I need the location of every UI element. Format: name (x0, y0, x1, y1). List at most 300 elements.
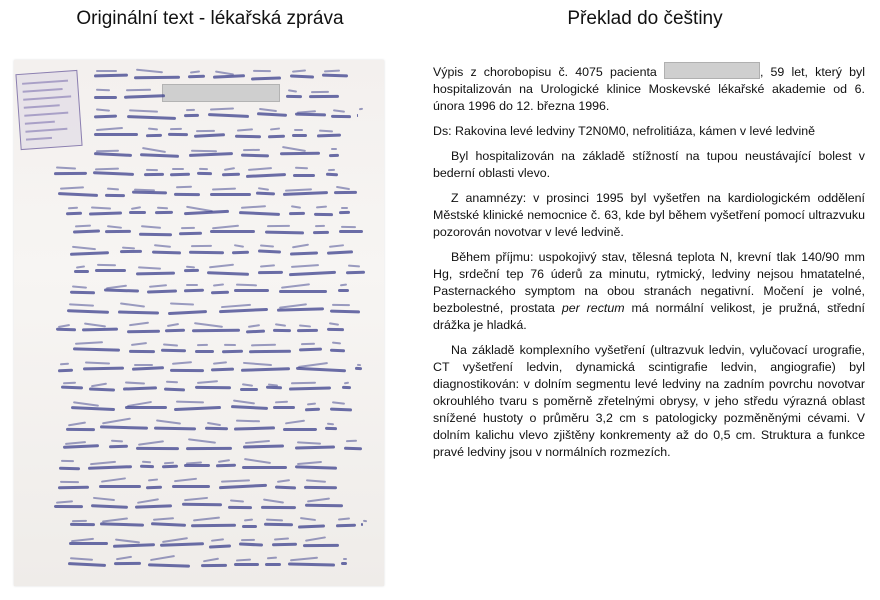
handwriting-stroke (84, 322, 106, 327)
handwriting-stroke (205, 427, 228, 431)
handwriting-stroke (242, 466, 287, 469)
handwriting-stroke (305, 536, 326, 542)
handwriting-stroke (357, 113, 358, 116)
handwriting-stroke (333, 109, 345, 112)
handwriting-stroke (58, 192, 98, 197)
handwriting-stroke (188, 75, 205, 78)
handwriting-stroke (129, 322, 149, 327)
handwriting-stroke (141, 225, 161, 229)
handwriting-stroke (72, 520, 87, 522)
handwriting-stroke (297, 461, 322, 465)
handwriting-stroke (76, 265, 85, 268)
handwriting-stroke (237, 129, 253, 132)
handwriting-stroke (96, 127, 123, 131)
handwriting-stroke (73, 230, 100, 234)
handwriting-stroke (243, 148, 260, 150)
handwriting-stroke (319, 130, 333, 133)
handwriting-stroke (186, 447, 232, 450)
handwriting-stroke (283, 428, 317, 431)
handwriting-stroke (100, 477, 125, 482)
handwriting-stroke (296, 441, 320, 444)
handwriting-stroke (60, 186, 84, 189)
translation-paragraph-3: Byl hospitalizován na základě stížností na tupou neustávající bolest v bederní oblasti vlevo. (433, 149, 865, 180)
handwriting-stroke (275, 323, 286, 327)
handwriting-stroke (346, 271, 365, 275)
handwriting-stroke (56, 167, 76, 170)
handwriting-stroke (292, 134, 307, 137)
handwriting-stroke (357, 363, 361, 365)
handwriting-stroke (295, 465, 337, 469)
handwriting-stroke (331, 148, 337, 150)
handwriting-stroke (283, 191, 328, 196)
handwriting-stroke (61, 386, 83, 390)
handwriting-stroke (120, 303, 145, 308)
handwriting-stroke (216, 464, 236, 468)
handwriting-stroke (194, 133, 225, 138)
handwriting-stroke (258, 250, 281, 254)
handwriting-stroke (265, 563, 281, 566)
handwriting-stroke (239, 211, 280, 216)
handwriting-stroke (70, 291, 95, 295)
handwriting-stroke (267, 557, 277, 560)
handwriting-stroke (184, 289, 204, 293)
handwriting-stroke (68, 562, 106, 567)
handwriting-stroke (324, 70, 340, 73)
handwriting-stroke (341, 226, 356, 228)
handwriting-stroke (243, 444, 284, 448)
handwriting-stroke (322, 74, 348, 78)
handwriting-stroke (182, 503, 223, 507)
handwriting-stroke (70, 523, 95, 526)
handwriting-stroke (341, 562, 347, 565)
handwriting-stroke (236, 283, 257, 286)
handwriting-stroke (234, 244, 245, 248)
handwriting-stroke (97, 264, 116, 266)
handwriting-stroke (172, 361, 192, 365)
handwriting-stroke (207, 422, 221, 426)
handwriting-stroke (70, 251, 109, 256)
handwriting-stroke (230, 499, 244, 502)
handwriting-stroke (304, 408, 319, 412)
handwriting-stroke (348, 265, 360, 268)
handwriting-stroke (174, 478, 197, 483)
handwriting-stroke (330, 349, 345, 353)
handwriting-stroke (144, 172, 164, 175)
handwriting-stroke (99, 485, 141, 488)
handwriting-stroke (96, 149, 119, 152)
handwriting-stroke (289, 271, 336, 276)
handwriting-stroke (184, 497, 208, 501)
handwriting-stroke (67, 309, 109, 314)
handwriting-stroke (346, 440, 357, 442)
handwriting-stroke (59, 363, 68, 366)
handwriting-stroke (148, 128, 158, 131)
handwriting-stroke (88, 465, 132, 470)
handwriting-stroke (107, 225, 123, 229)
handwriting-stroke (139, 232, 172, 236)
handwriting-stroke (241, 154, 269, 158)
handwriting-stroke (124, 95, 165, 100)
handwriting-stroke (66, 212, 82, 216)
handwriting-stroke (234, 289, 269, 292)
handwriting-stroke (172, 485, 210, 488)
handwriting-stroke (232, 251, 249, 254)
handwriting-stroke (212, 187, 236, 190)
translation-paragraph-5: Během příjmu: uspokojivý stav, tělesná teplota N, krevní tlak 140/90 mm Hg, srdeční tep 76 úderů za minutu, rytmický, ledviny nejsou hmatatelné, Pasternackého symptom na obou stranách negativní. Močení je volné, bezbolestné, prostata per rectum má normální velikost, je pružná, střední drážka je hladká. (433, 250, 866, 332)
handwriting-stroke (100, 523, 144, 527)
handwriting-stroke (241, 539, 255, 541)
handwriting-stroke (281, 284, 310, 290)
handwriting-stroke (170, 368, 204, 371)
handwriting-stroke (208, 113, 249, 118)
handwriting-stroke (138, 266, 161, 269)
handwriting-stroke (234, 563, 259, 566)
handwriting-stroke (179, 232, 202, 236)
handwriting-stroke (127, 330, 160, 334)
handwriting-stroke (82, 327, 118, 331)
handwriting-stroke (134, 364, 153, 366)
handwriting-stroke (75, 341, 104, 345)
handwriting-stroke (163, 344, 178, 347)
handwriting-stroke (257, 113, 287, 118)
handwriting-stroke (146, 133, 162, 136)
translation-paragraph-4: Z anamnézy: v prosinci 1995 byl vyšetřen na kardiologickém oddělení Městské klinické nemocnice č. 63, kde byl během vyšetření pomocí ultrazvuku pozorován novotvar v levé ledvině. (433, 191, 865, 239)
handwriting-stroke (293, 174, 315, 177)
handwriting-stroke (71, 406, 115, 411)
handwriting-stroke (326, 172, 338, 176)
handwriting-stroke (172, 168, 184, 170)
handwriting-stroke (361, 523, 363, 526)
handwriting-stroke (201, 564, 227, 567)
handwriting-stroke (150, 555, 175, 561)
handwriting-stroke (313, 231, 329, 234)
handwriting-stroke (285, 420, 305, 425)
handwriting-stroke (68, 207, 78, 210)
handwriting-stroke (188, 152, 232, 157)
handwriting-stroke (273, 329, 291, 332)
handwriting-stroke (195, 386, 231, 389)
handwriting-stroke (294, 129, 303, 131)
handwriting-stroke (288, 90, 298, 93)
handwriting-stroke (83, 366, 124, 370)
handwriting-stroke (228, 506, 252, 509)
handwriting-stroke (100, 425, 148, 429)
handwriting-stroke (107, 188, 119, 191)
handwriting-stroke (265, 386, 282, 390)
handwriting-stroke (244, 518, 253, 521)
handwriting-stroke (164, 387, 185, 391)
handwriting-stroke (291, 206, 301, 209)
handwriting-stroke (316, 205, 328, 208)
handwriting-stroke (224, 167, 235, 171)
handwriting-stroke (330, 407, 352, 411)
handwriting-stroke (258, 271, 283, 274)
handwriting-stroke (343, 558, 347, 560)
handwriting-stroke (94, 133, 138, 136)
handwriting-stroke (209, 263, 234, 268)
handwriting-stroke (186, 284, 198, 286)
handwriting-stroke (300, 517, 316, 521)
handwriting-stroke (344, 447, 362, 451)
handwriting-stroke (170, 128, 182, 130)
handwriting-stroke (93, 497, 115, 501)
handwriting-stroke (236, 420, 260, 423)
translation-text (433, 62, 865, 469)
handwriting-stroke (125, 382, 145, 385)
handwriting-stroke (332, 342, 341, 345)
handwriting-stroke (248, 167, 272, 171)
handwriting-stroke (120, 250, 142, 253)
handwriting-stroke (260, 245, 274, 248)
handwriting-stroke (190, 70, 200, 73)
handwriting-stroke (241, 367, 290, 372)
handwriting-stroke (69, 542, 108, 545)
handwriting-stroke (311, 91, 329, 93)
handwriting-stroke (61, 460, 74, 462)
handwriting-stroke (299, 324, 312, 327)
handwriting-stroke (245, 440, 270, 444)
handwriting-stroke (274, 538, 289, 541)
handwriting-stroke (131, 206, 142, 210)
handwriting-stroke (188, 438, 216, 443)
handwriting-stroke (327, 328, 344, 331)
handwriting-stroke (263, 523, 292, 526)
handwriting-stroke (168, 310, 207, 315)
handwriting-stroke (219, 308, 268, 313)
handwriting-stroke (249, 350, 291, 353)
handwriting-stroke (194, 323, 223, 329)
handwriting-stroke (54, 505, 83, 508)
handwriting-stroke (221, 304, 251, 308)
handwriting-stroke (63, 381, 76, 384)
handwriting-stroke (161, 349, 186, 353)
handwriting-stroke (138, 441, 164, 447)
handwriting-stroke (246, 330, 265, 334)
handwriting-stroke (136, 271, 175, 275)
handwriting-stroke (297, 329, 318, 332)
handwriting-stroke (118, 310, 159, 314)
handwriting-stroke (290, 251, 318, 255)
handwriting-stroke (155, 211, 173, 214)
handwriting-stroke (59, 467, 80, 471)
handwriting-stroke (324, 427, 336, 430)
handwriting-stroke (137, 498, 159, 504)
handwriting-stroke (56, 328, 76, 332)
handwriting-stroke (286, 95, 302, 98)
handwriting-stroke (96, 108, 110, 111)
handwriting-stroke (330, 310, 360, 314)
handwriting-stroke (329, 244, 345, 248)
handwriting-stroke (192, 328, 240, 331)
handwriting-stroke (96, 70, 117, 72)
handwriting-stroke (91, 383, 107, 388)
handwriting-stroke (251, 344, 276, 347)
handwriting-stroke (305, 503, 343, 507)
handwriting-stroke (149, 284, 167, 288)
handwriting-stroke (211, 290, 229, 294)
handwriting-stroke (327, 251, 353, 255)
handwriting-stroke (260, 265, 275, 268)
handwriting-stroke (301, 343, 315, 345)
redacted-patient-name (664, 62, 760, 79)
handwriting-stroke (129, 210, 146, 213)
handwriting-stroke (146, 169, 158, 171)
handwriting-stroke (212, 225, 239, 230)
handwriting-stroke (262, 498, 283, 503)
handwriting-stroke (132, 191, 167, 195)
handwriting-stroke (134, 76, 180, 79)
handwriting-stroke (115, 538, 140, 543)
handwriting-stroke (273, 406, 295, 409)
handwriting-stroke (166, 381, 179, 384)
handwriting-stroke (94, 96, 117, 99)
handwriting-stroke (190, 150, 216, 153)
handwriting-stroke (114, 562, 141, 565)
handwriting-stroke (213, 361, 227, 364)
handwriting-stroke (331, 115, 351, 118)
handwriting-stroke (113, 543, 155, 548)
handwriting-stroke (174, 193, 200, 196)
handwriting-stroke (125, 406, 167, 409)
handwriting-stroke (210, 193, 251, 196)
handwriting-stroke (153, 517, 174, 521)
handwriting-stroke (209, 544, 231, 548)
handwriting-stroke (275, 400, 288, 403)
handwriting-stroke (96, 89, 110, 91)
handwriting-stroke (344, 382, 349, 385)
handwriting-stroke (148, 478, 158, 481)
handwriting-stroke (265, 519, 283, 522)
handwriting-stroke (224, 344, 236, 346)
redacted-patient-name-original (162, 84, 280, 102)
handwriting-stroke (197, 381, 218, 385)
handwriting-stroke (136, 447, 179, 450)
handwriting-stroke (127, 115, 176, 120)
handwriting-stroke (58, 486, 89, 490)
handwriting-stroke (58, 323, 70, 327)
handwriting-stroke (355, 367, 362, 370)
handwriting-stroke (339, 211, 350, 214)
handwriting-stroke (94, 152, 132, 157)
translation-title: Překlad do češtiny (567, 8, 723, 29)
handwriting-stroke (251, 76, 281, 80)
handwriting-stroke (332, 401, 345, 405)
handwriting-stroke (189, 250, 224, 253)
handwriting-stroke (89, 387, 115, 391)
handwriting-stroke (280, 152, 320, 156)
handwriting-stroke (222, 172, 240, 176)
handwriting-stroke (184, 114, 199, 117)
handwriting-stroke (146, 486, 162, 490)
handwriting-stroke (289, 387, 331, 391)
handwriting-stroke (235, 135, 261, 139)
handwriting-stroke (95, 269, 126, 272)
handwriting-stroke (154, 244, 171, 248)
handwriting-stroke (268, 135, 285, 139)
translation-diagnosis: Ds: Rakovina levé ledviny T2N0M0, nefrolitiáza, kámen v levé ledvině (433, 124, 815, 138)
handwriting-stroke (105, 230, 131, 233)
handwriting-stroke (207, 271, 249, 276)
handwriting-stroke (326, 422, 333, 425)
handwriting-stroke (265, 230, 304, 234)
handwriting-stroke (241, 205, 266, 209)
handwriting-stroke (233, 400, 255, 405)
handwriting-stroke (332, 304, 350, 306)
handwriting-stroke (267, 225, 290, 227)
handwriting-stroke (270, 127, 280, 130)
handwriting-stroke (222, 349, 243, 352)
handwriting-stroke (289, 212, 305, 215)
handwriting-stroke (129, 349, 155, 352)
handwriting-stroke (72, 246, 96, 250)
handwriting-stroke (199, 168, 208, 170)
handwriting-stroke (290, 556, 318, 561)
handwriting-stroke (156, 419, 181, 424)
handwriting-stroke (306, 402, 315, 405)
handwriting-stroke (256, 192, 275, 196)
handwriting-stroke (242, 383, 253, 386)
handwriting-stroke (95, 168, 119, 171)
handwriting-stroke (338, 517, 350, 520)
handwriting-stroke (85, 362, 110, 365)
handwriting-stroke (139, 464, 153, 467)
handwriting-stroke (168, 132, 188, 135)
handwriting-stroke (317, 133, 341, 137)
handwriting-stroke (54, 171, 87, 174)
handwriting-stroke (197, 171, 212, 174)
handwriting-stroke (295, 167, 308, 170)
handwriting-stroke (176, 400, 204, 403)
handwriting-stroke (141, 460, 150, 463)
handwriting-stroke (181, 227, 195, 229)
handwriting-stroke (299, 348, 322, 352)
handwriting-stroke (210, 230, 255, 233)
handwriting-stroke (74, 270, 89, 273)
handwriting-stroke (244, 458, 271, 464)
handwriting-stroke (304, 486, 337, 489)
handwriting-stroke (329, 323, 339, 326)
handwriting-stroke (140, 154, 179, 159)
handwritten-report-image (14, 60, 384, 586)
handwriting-stroke (93, 172, 134, 177)
handwriting-stroke (258, 187, 270, 191)
handwriting-stroke (142, 147, 166, 153)
handwriting-stroke (303, 544, 339, 547)
handwriting-stroke (291, 264, 319, 268)
handwriting-stroke (290, 74, 314, 78)
handwriting-stroke (309, 95, 339, 98)
handwriting-stroke (340, 283, 347, 286)
handwriting-stroke (329, 154, 339, 157)
handwriting-stroke (296, 367, 346, 372)
handwriting-stroke (314, 212, 333, 215)
handwriting-stroke (73, 347, 121, 351)
handwriting-stroke (277, 479, 290, 483)
handwriting-stroke (240, 388, 258, 391)
translation-paragraph-1: Výpis z chorobopisu č. 4075 pacienta , 59 let, který byl hospitalizován na Urologické klinice Moskevské lékařské akademie od 6. února 1996 do 12. března 1996. (433, 62, 865, 115)
handwriting-stroke (105, 194, 125, 197)
handwriting-stroke (334, 191, 357, 194)
handwriting-stroke (338, 289, 349, 292)
handwriting-stroke (132, 367, 164, 371)
handwriting-stroke (184, 464, 210, 467)
handwriting-stroke (292, 243, 309, 248)
handwriting-stroke (126, 89, 151, 91)
handwriting-stroke (165, 328, 186, 331)
handwriting-stroke (131, 342, 147, 346)
handwriting-stroke (115, 555, 131, 560)
handwriting-stroke (75, 225, 91, 228)
